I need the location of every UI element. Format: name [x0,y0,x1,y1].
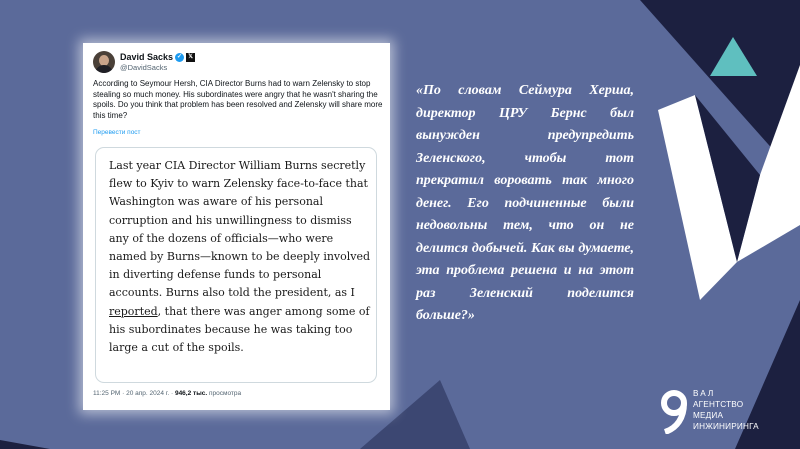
author-name-text: David Sacks [120,52,174,62]
quoted-text-box [95,147,377,383]
quote-text-after: , that there was anger among some of his subordinates because he was taking too large a cut of the spoils. [109,304,370,355]
translate-post-link[interactable]: Перевести пост [93,129,141,136]
tweet-card [83,43,390,410]
views-count: 946,2 тыс. [174,390,208,397]
logo-line3: ИНЖИНИРИНГА [693,422,759,431]
views-label: просмотра [207,390,242,397]
verified-check-icon: ✓ [177,54,183,61]
navy-bottom-left [0,440,50,449]
tweet-text: According to Seymour Hersh, CIA Director Burns had to warn Zelensky to stop stealing so much money. His subordinates were angry that he wasn't sharing the spoils. Do you think that problem has been resolved and Zelensky will share more this time? [93,79,383,120]
author-name[interactable] [120,52,195,62]
logo-line2: МЕДИА [693,411,724,420]
x-badge-icon: 𝕏 [186,53,195,62]
quoted-text [109,157,371,357]
author-handle[interactable]: @DavidSacks [120,63,168,72]
logo-abbr: ВАЛ [693,389,716,398]
logo-text [693,388,759,432]
logo-nine-icon [659,388,689,434]
russian-quote: «По словам Сеймура Херша, директор ЦРУ Бернс был вынужден предупредить Зеленского, чтобы тот прекратил воровать так много денег. Его подчиненные были недовольны тем, что он не делится добычей. Как вы думаете, эта проблема решена и на этот раз Зеленский поделится больше?» [416,83,634,323]
reported-link[interactable]: reported [109,304,158,318]
avatar[interactable] [93,51,115,73]
logo-line1: АГЕНТСТВО [693,400,744,409]
quote-text-before: Last year CIA Director William Burns secretly flew to Kyiv to warn Zelensky face-to-face that Washington was aware of his personal corruption and his unwillingness to dismiss any of the dozens of officials—who were named by Burns—known to be deeply involved in diverting defense funds to personal accounts. Burns also told the president, as I [109,159,371,300]
tweet-footer [93,390,241,397]
tweet-timestamp[interactable]: 11:25 PM · 20 апр. 2024 г. · [93,390,175,397]
